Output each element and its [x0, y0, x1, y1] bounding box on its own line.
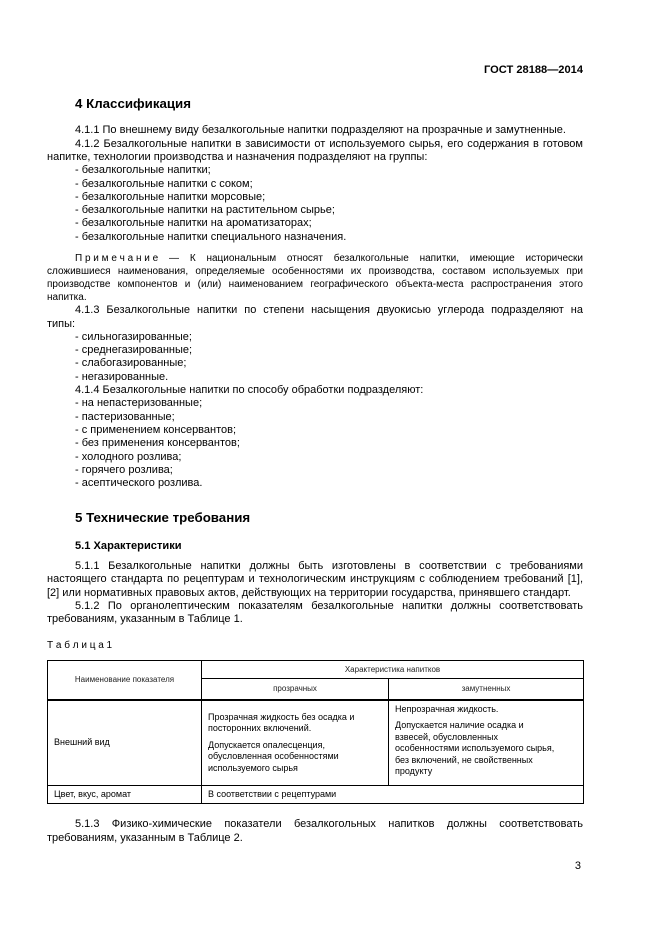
- cell-line: посторонних включений.: [208, 723, 312, 733]
- table-header-row: [48, 661, 584, 679]
- section-4-heading: 4 Классификация: [75, 96, 191, 111]
- note-line: напитка.: [47, 291, 87, 303]
- cell-line: Допускается наличие осадка и: [395, 720, 524, 730]
- section-4-body: [47, 124, 583, 244]
- note-text: — К национальным относят безалкогольные напитки, имеющие исторически: [169, 252, 583, 264]
- note-line: производстве компонентов и (или) наименованием географического объекта-места распространения этого: [47, 278, 583, 290]
- clause-5-1-1-line: [2] или нормативных правовых актов, действующих на территории государства, принявшего стандарт.: [47, 586, 571, 599]
- clause-4-1-3-line: типы:: [47, 317, 76, 330]
- clause-5-1-1-line: 5.1.1 Безалкогольные напитки должны быть изготовлены в соответствии с требованиями: [75, 560, 583, 573]
- row-indicator: Цвет, вкус, аромат: [48, 786, 202, 804]
- note-label: П р и м е ч а н и е: [75, 252, 159, 264]
- method-list-item: - на непастеризованные;: [75, 397, 203, 410]
- cell-clear: [202, 700, 389, 786]
- clause-4-1-2-line: напитке, технологии производства и назначения подразделяют на группы:: [47, 150, 428, 163]
- group-list-item: - безалкогольные напитки с соком;: [75, 177, 253, 190]
- method-list-item: - горячего розлива;: [75, 463, 173, 476]
- clause-4-1-4: 4.1.4 Безалкогольные напитки по способу обработки подразделяют:: [75, 384, 424, 397]
- type-list-item: - негазированные.: [75, 370, 169, 383]
- type-list-item: - слабогазированные;: [75, 357, 187, 370]
- cell-paragraph: [208, 740, 382, 775]
- table-row: [48, 700, 584, 786]
- header-clear: прозрачных: [202, 679, 389, 700]
- subsection-5-1-body: [47, 560, 583, 625]
- method-list-item: - холодного розлива;: [75, 450, 182, 463]
- cell-both: В соответствии с рецептурами: [202, 786, 584, 804]
- clause-5-1-3-line: требованиям, указанным в Таблице 2.: [47, 831, 243, 844]
- section-5-heading: 5 Технические требования: [75, 510, 251, 525]
- header-characteristics: Характеристика напитков: [202, 661, 584, 679]
- table-row: [48, 786, 584, 804]
- note-line: сложившиеся наименования, определяемые особенностями их производства, составом используемых при: [47, 265, 583, 277]
- header-cloudy: замутненных: [389, 679, 584, 700]
- running-header: ГОСТ 28188—2014: [484, 64, 583, 76]
- cell-line: продукту: [395, 766, 433, 776]
- type-list-item: - среднегазированные;: [75, 344, 193, 357]
- cell-line: Непрозрачная жидкость.: [395, 703, 499, 714]
- cell-paragraph: [395, 704, 577, 716]
- subsection-5-1-heading: 5.1 Характеристики: [75, 540, 182, 552]
- note: [47, 252, 583, 304]
- cell-line: обусловленная особенностями: [208, 751, 339, 761]
- group-list-item: - безалкогольные напитки на растительном сырье;: [75, 204, 335, 217]
- cell-line: без включений, не свойственных: [395, 754, 533, 765]
- clause-5-1-1-line: настоящего стандарта по рецептурам и технологическим инструкциям с соблюдением требований [1],: [47, 573, 583, 586]
- group-list-item: - безалкогольные напитки специального назначения.: [75, 230, 347, 243]
- method-list-item: - пастеризованные;: [75, 410, 175, 423]
- clause-4-1-1: 4.1.1 По внешнему виду безалкогольные напитки подразделяют на прозрачные и замутненные.: [75, 124, 566, 137]
- note-line: [47, 252, 583, 265]
- cell-line: взвесей, обусловленных: [395, 731, 498, 742]
- row-indicator: Внешний вид: [48, 700, 202, 786]
- page-number: 3: [574, 860, 581, 872]
- header-indicator-name: Наименование показателя: [48, 661, 202, 700]
- method-list-item: - с применением консервантов;: [75, 423, 237, 436]
- clause-5-1-3-line: 5.1.3 Физико-химические показатели безалкогольных напитков должны соответствовать: [75, 818, 583, 831]
- cell-paragraph: [395, 720, 577, 778]
- cell-line: особенностями используемого сырья,: [395, 743, 555, 753]
- clause-4-1-2-line: 4.1.2 Безалкогольные напитки в зависимости от используемого сырья, его содержания в готовом: [75, 137, 583, 150]
- type-list-item: - сильногазированные;: [75, 330, 192, 343]
- cell-line: Допускается опалесценция,: [208, 739, 325, 750]
- clause-5-1-3: [47, 818, 583, 845]
- table-1-organoleptic: [47, 660, 584, 804]
- clause-5-1-2-line: требованиям, указанным в Таблице 1.: [47, 612, 243, 625]
- cell-cloudy: [389, 700, 584, 786]
- clause-5-1-2-line: 5.1.2 По органолептическим показателям безалкогольные напитки должны соответствовать: [75, 599, 583, 612]
- group-list-item: - безалкогольные напитки морсовые;: [75, 190, 266, 203]
- table-1-caption: Т а б л и ц а 1: [47, 640, 113, 651]
- section-4-body-continued: [47, 304, 583, 490]
- method-list-item: - без применения консервантов;: [75, 437, 240, 450]
- cell-line: Прозрачная жидкость без осадка и: [208, 711, 355, 722]
- cell-line: используемого сырья: [208, 762, 298, 773]
- cell-paragraph: [208, 712, 382, 735]
- method-list-item: - асептического розлива.: [75, 477, 203, 490]
- group-list-item: - безалкогольные напитки;: [75, 164, 211, 177]
- group-list-item: - безалкогольные напитки на ароматизаторах;: [75, 217, 312, 230]
- clause-4-1-3-line: 4.1.3 Безалкогольные напитки по степени насыщения двуокисью углерода подразделяют на: [75, 304, 583, 317]
